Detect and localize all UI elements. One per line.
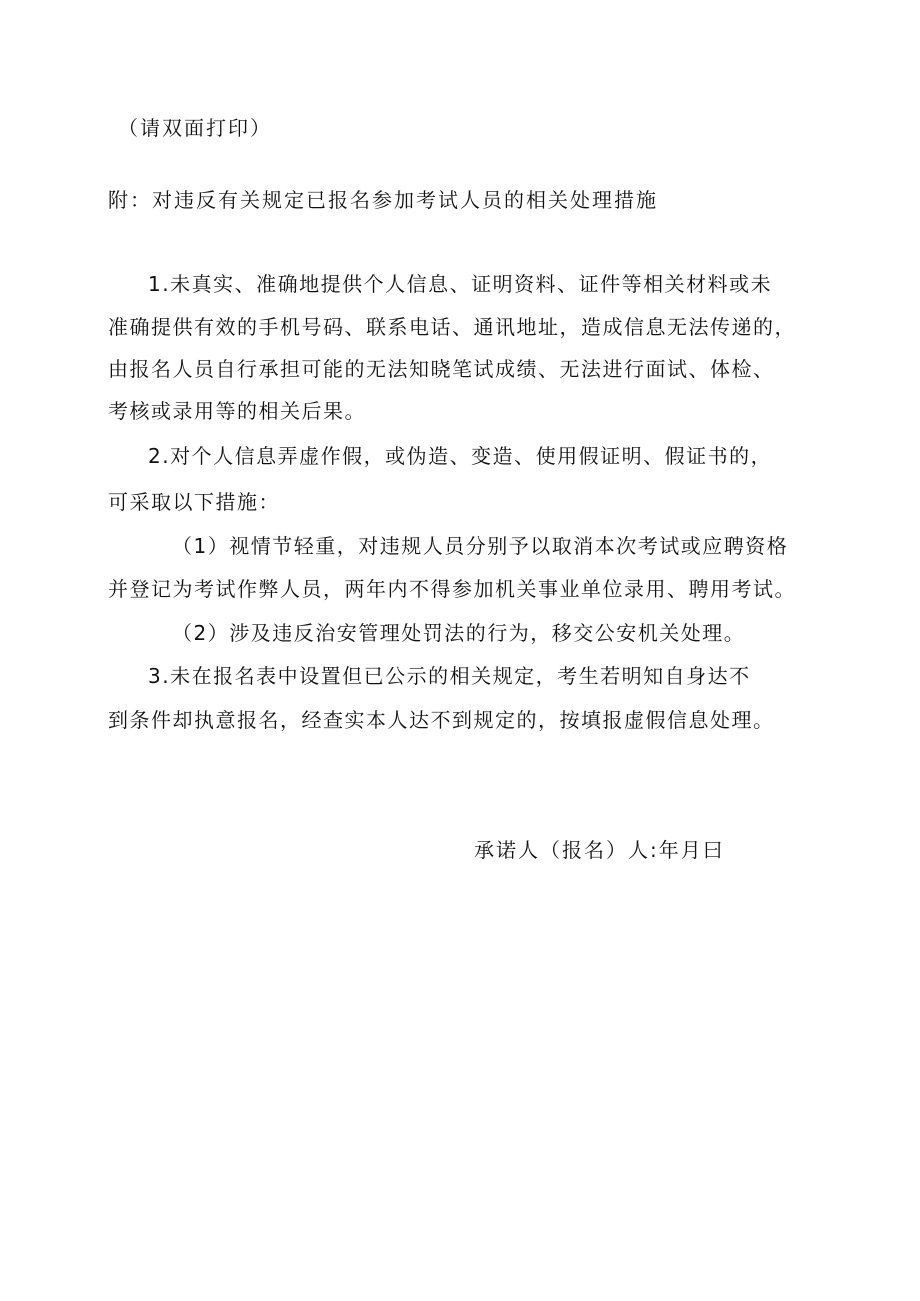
item1-line1: 1.未真实、准确地提供个人信息、证明资料、证件等相关材料或未 <box>148 272 773 296</box>
item3-line1: 3.未在报名表中设置但已公示的相关规定，考生若明知自身达不 <box>148 664 751 688</box>
item1-line3: 由报名人员自行承担可能的无法知晓笔试成绩、无法进行面试、体检、 <box>108 357 775 381</box>
appendix-title: 附：对违反有关规定已报名参加考试人员的相关处理措施 <box>108 188 658 212</box>
item1-line4: 考核或录用等的相关后果。 <box>108 399 366 423</box>
item2-sub1-line2: 并登记为考试作弊人员，两年内不得参加机关事业单位录用、聘用考试。 <box>108 577 796 601</box>
item1-line2: 准确提供有效的手机号码、联系电话、通讯地址，造成信息无法传递的， <box>108 315 796 339</box>
item2-line1: 2.对个人信息弄虚作假，或伪造、变造、使用假证明、假证书的， <box>148 444 773 468</box>
item2-line2: 可采取以下措施： <box>108 490 280 514</box>
item2-sub1-line1: （1）视情节轻重，对违规人员分别予以取消本次考试或应聘资格 <box>172 534 789 558</box>
item2-sub2-line1: （2）涉及违反治安管理处罚法的行为，移交公安机关处理。 <box>172 621 746 645</box>
item3-line2: 到条件却执意报名，经查实本人达不到规定的，按填报虚假信息处理。 <box>108 708 775 732</box>
print-note: （请双面打印） <box>118 116 272 140</box>
signature-line: 承诺人（报名）人:年月曰 <box>474 838 725 862</box>
